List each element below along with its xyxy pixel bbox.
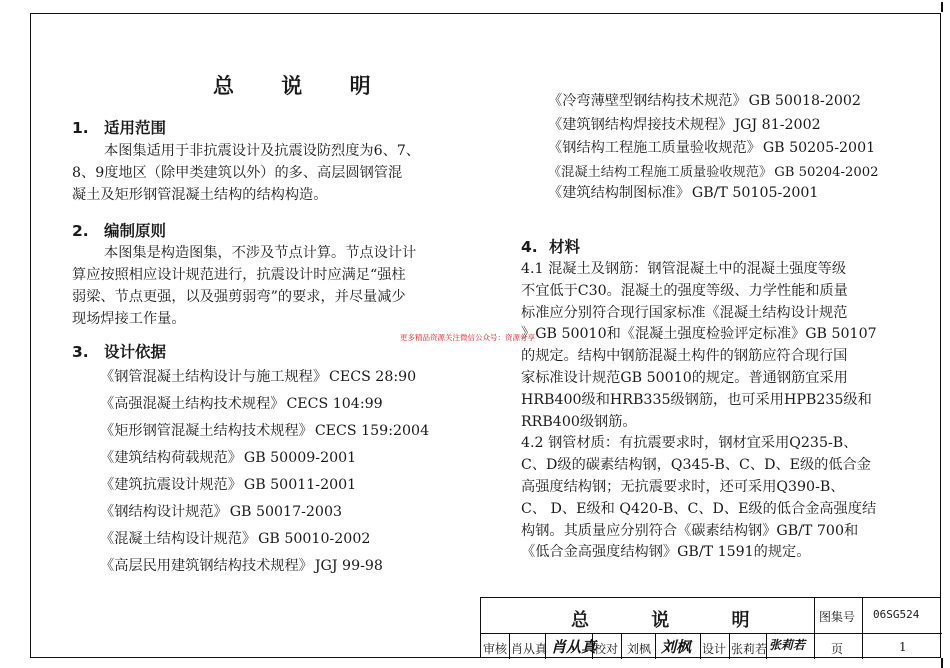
paragraph-line: 家标准设计规范GB 50010的规定。普通钢筋宜采用 [521, 369, 848, 386]
paragraph-line: 现场焊接工作量。 [72, 310, 186, 327]
page-label: 页 [831, 642, 844, 656]
review-label: 审核 [483, 642, 508, 656]
section-body-materials [521, 259, 877, 564]
spec-item: 《建筑抗震设计规范》 GB 50011-2001 [100, 477, 357, 493]
section-body-principles-cont [72, 265, 406, 330]
section-heading-basis: 3. 设计依据 [72, 343, 167, 361]
checker-name: 刘枫 [627, 642, 652, 656]
section-heading-materials: 4. 材料 [521, 238, 581, 256]
paragraph-line: 4.2 钢管材质：有抗震要求时，钢材宜采用Q235-B、 [521, 435, 858, 452]
spec-item: 《建筑钢结构焊接技术规程》 JGJ 81-2002 [548, 117, 821, 133]
paragraph-line: 标准应分别符合现行国家标准《混凝土结构设计规范 [521, 304, 848, 321]
designer-signature: 张莉若 [769, 638, 806, 652]
spec-item: 《混凝土结构设计规范》 GB 50010-2002 [100, 531, 371, 547]
section-heading-scope: 1. 适用范围 [72, 119, 167, 137]
paragraph-line: 4.1 混凝土及钢筋：钢管混凝土中的混凝土强度等级 [521, 261, 847, 277]
paragraph-line: HRB400级和HRB335级钢筋，也可采用HPB235级和 [521, 391, 872, 408]
paragraph-line: 高强度结构钢；无抗震要求时，还可采用Q390-B、 [521, 478, 845, 495]
spec-item: 《高强混凝土结构技术规程》 CECS 104:99 [100, 396, 383, 412]
paragraph-line: 》GB 50010和《混凝土强度检验评定标准》GB 50107 [521, 326, 877, 343]
checker-signature: 刘枫 [661, 638, 692, 656]
designer-name: 张莉若 [731, 642, 768, 656]
section-body-scope-cont [72, 163, 402, 207]
paragraph-line: C、D级的碳素结构钢，Q345-B、C、D、E级的低合金 [521, 457, 871, 474]
spec-item: 《钢结构设计规范》 GB 50017-2003 [100, 504, 343, 520]
paragraph-line: 本图集是构造图集，不涉及节点计算。节点设计计 [104, 245, 417, 261]
atlas-number-label: 图集号 [819, 610, 856, 624]
page-title: 总 说 明 [213, 74, 391, 98]
spec-item: 《高层民用建筑钢结构技术规程》 JGJ 99-98 [100, 558, 383, 574]
crop-mark [941, 658, 943, 668]
spec-item: 《建筑结构荷载规范》 GB 50009-2001 [100, 450, 357, 466]
paragraph-line: 构钢。其质量应分别符合《碳素结构钢》GB/T 700和 [521, 522, 859, 539]
check-label: 校对 [594, 642, 619, 656]
crop-mark [941, 2, 943, 12]
section-body-principles [104, 243, 416, 265]
spec-item: 《钢管混凝土结构设计与施工规程》 CECS 28:90 [100, 369, 417, 385]
spec-item: 《钢结构工程施工质量验收规范》 GB 50205-2001 [548, 140, 876, 156]
page-number: 1 [899, 640, 907, 654]
paragraph-line: 8、9度地区（除甲类建筑以外）的多、高层圆钢管混 [72, 165, 403, 181]
atlas-number: 06SG524 [873, 608, 920, 621]
paragraph-line: 凝土及矩形钢管混凝土结构的结构构造。 [72, 186, 328, 203]
title-block [480, 597, 941, 658]
design-label: 设计 [702, 642, 727, 656]
spec-item: 《矩形钢管混凝土结构技术规程》 CECS 159:2004 [100, 423, 430, 439]
paragraph-line: 的规定。结构中钢筋混凝土构件的钢筋应符合现行国 [521, 348, 848, 365]
section-heading-principles: 2. 编制原则 [72, 222, 167, 240]
spec-item: 《混凝土结构工程施工质量验收规范》 GB 50204-2002 [548, 165, 879, 180]
reviewer-name: 肖从真 [511, 642, 548, 656]
spec-item: 《建筑结构制图标准》 GB/T 50105-2001 [548, 185, 819, 201]
section-body-scope [104, 141, 420, 163]
paragraph-line: 算应按照相应设计规范进行，抗震设计时应满足“强柱 [72, 267, 406, 283]
watermark-text: 更多精品资源关注微信公众号：资源分享 [400, 333, 535, 342]
paragraph-line: RRB400级钢筋。 [521, 413, 637, 430]
paragraph-line: C、 D、E级和 Q420-B、C、D、E级的低合金高强度结 [521, 500, 877, 517]
spec-item: 《冷弯薄壁型钢结构技术规范》 GB 50018-2002 [548, 93, 861, 109]
paragraph-line: 弱梁、节点更强，以及强剪弱弯”的要求，并尽量减少 [72, 288, 406, 305]
reviewer-signature: 肖从真 [551, 638, 597, 656]
paragraph-line: 本图集适用于非抗震设计及抗震设防烈度为6、7、 [104, 143, 420, 159]
paragraph-line: 不宜低于C30。混凝土的强度等级、力学性能和质量 [521, 282, 848, 299]
title-block-title: 总 说 明 [571, 610, 778, 631]
paragraph-line: 《低合金高强度结构钢》GB/T 1591的规定。 [521, 544, 811, 561]
